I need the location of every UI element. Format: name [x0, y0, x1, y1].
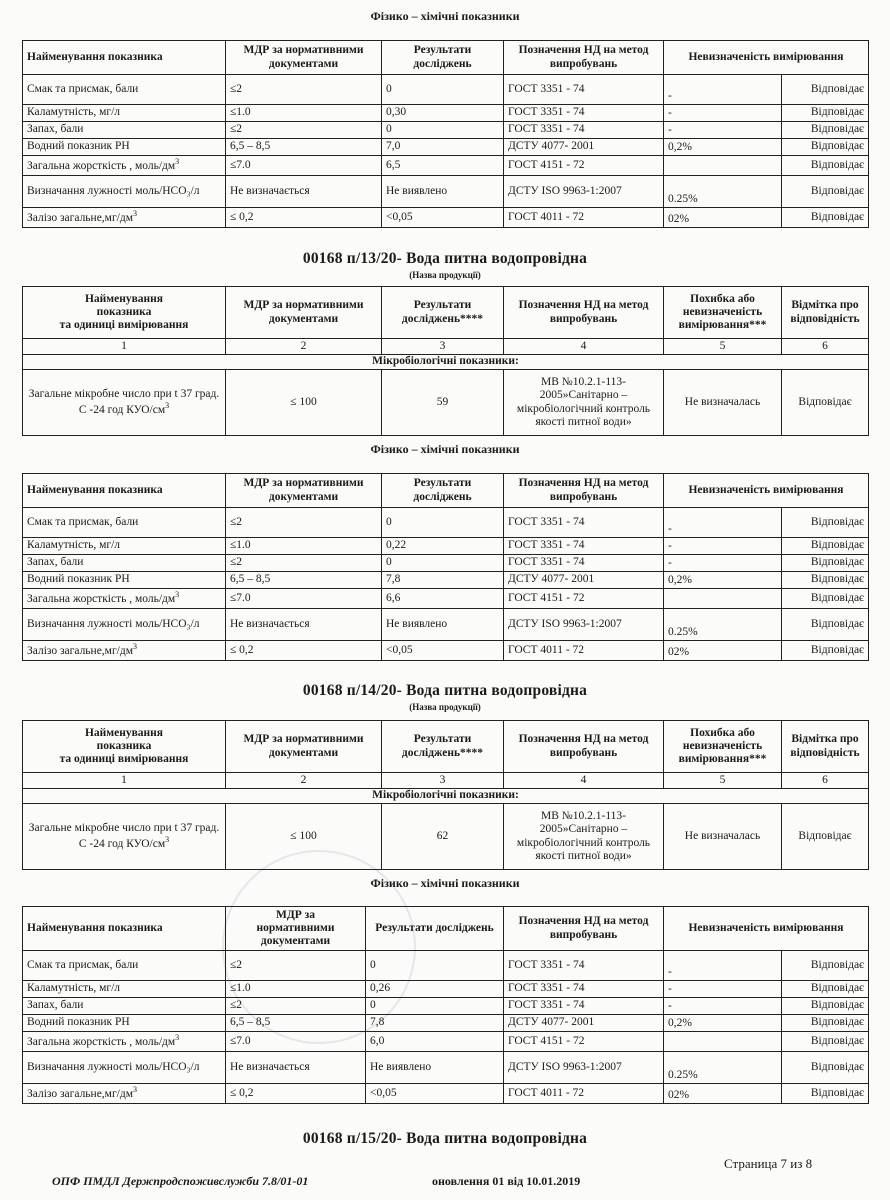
th-mark: Відмітка про відповідність — [782, 287, 869, 339]
cell-nd: ГОСТ 4011 - 72 — [504, 1084, 664, 1104]
page-number: Страница 7 из 8 — [724, 1156, 813, 1171]
cell-conformity: Відповідає — [782, 1015, 869, 1032]
cell-conformity: Відповідає — [782, 951, 869, 981]
cell-conformity: Відповідає — [782, 139, 869, 156]
cell-nd: ГОСТ 4151 - 72 — [504, 156, 664, 176]
cell-uncertainty: 0,2% — [664, 139, 782, 156]
th-results: Результати досліджень — [382, 474, 504, 508]
cell-result: 7,8 — [382, 572, 504, 589]
cell-mdr: 6,5 – 8,5 — [226, 572, 382, 589]
footer-revision: оновлення 01 від 10.01.2019 — [432, 1174, 581, 1188]
cell-result: 0,26 — [366, 981, 504, 998]
col-number: 5 — [664, 339, 782, 355]
cell-result: <0,05 — [382, 208, 504, 228]
cell-name: Визначання лужності моль/НСО₃/л — [23, 176, 226, 208]
cell-uncertainty: 0.25% — [664, 609, 782, 641]
cell-name: Загальна жорсткість , моль/$дм^3$ — [23, 1032, 226, 1052]
micro-mark: Відповідає — [782, 804, 869, 870]
cell-result: Не виявлено — [382, 176, 504, 208]
cell-nd: ДСТУ 4077- 2001 — [504, 572, 664, 589]
table-row — [23, 176, 869, 208]
micro-error: Не визначалась — [664, 804, 782, 870]
cell-uncertainty: - — [664, 555, 782, 572]
table-row — [23, 538, 869, 555]
table-row — [23, 156, 869, 176]
cell-name: Каламутність, мг/л — [23, 538, 226, 555]
table-row — [23, 589, 869, 609]
unit-superscript: 3 — [175, 157, 180, 167]
cell-result: 6,6 — [382, 589, 504, 609]
cell-nd: ГОСТ 3351 - 74 — [504, 951, 664, 981]
col-number: 3 — [382, 773, 504, 789]
cell-mdr: Не визначається — [226, 1052, 366, 1084]
th-mdr: МДР за нормативними документами — [226, 474, 382, 508]
table-row — [23, 75, 869, 105]
cell-mdr: ≤ 0,2 — [226, 641, 382, 661]
cell-nd: ГОСТ 4011 - 72 — [504, 641, 664, 661]
col-number: 4 — [504, 339, 664, 355]
cell-nd: ГОСТ 3351 - 74 — [504, 105, 664, 122]
cell-nd: ГОСТ 3351 - 74 — [504, 555, 664, 572]
cell-uncertainty — [664, 1032, 782, 1052]
cell-nd: ГОСТ 3351 - 74 — [504, 75, 664, 105]
table-row — [23, 641, 869, 661]
cell-result: 0,30 — [382, 105, 504, 122]
cell-uncertainty: 02% — [664, 208, 782, 228]
th-name: Найменування показника та одиниці вимірювання — [23, 287, 226, 339]
micro-section-label: Мікробіологічні показники: — [23, 355, 869, 370]
th-name: Найменування показника та одиниці вимірювання — [23, 721, 226, 773]
cell-uncertainty: 02% — [664, 641, 782, 661]
th-error: Похибка або невизначеність вимірювання*** — [664, 721, 782, 773]
col-number: 6 — [782, 339, 869, 355]
cell-uncertainty: - — [664, 538, 782, 555]
cell-nd: ГОСТ 4151 - 72 — [504, 1032, 664, 1052]
cell-mdr: ≤2 — [226, 122, 382, 139]
cell-mdr: ≤7.0 — [226, 156, 382, 176]
th-nd: Позначення НД на метод випробувань — [504, 474, 664, 508]
cell-mdr: ≤1.0 — [226, 981, 366, 998]
cell-nd: ГОСТ 4011 - 72 — [504, 208, 664, 228]
cell-name: Залізо $загальне,мг/дм^3$ — [23, 1084, 226, 1104]
micro-section-label: Мікробіологічні показники: — [23, 789, 869, 804]
micro-table-13 — [22, 286, 869, 436]
cell-conformity: Відповідає — [782, 555, 869, 572]
cell-uncertainty — [664, 156, 782, 176]
table-row — [23, 139, 869, 156]
cell-conformity: Відповідає — [782, 122, 869, 139]
section-title-phys-3: Фізико – хімічні показники — [370, 876, 520, 890]
th-mdr: МДР за нормативними документами — [226, 287, 382, 339]
cell-name: Смак та присмак, бали — [23, 75, 226, 105]
cell-mdr: 6,5 – 8,5 — [226, 1015, 366, 1032]
col-number: 6 — [782, 773, 869, 789]
cell-name: Залізо $загальне,мг/дм^3$ — [23, 208, 226, 228]
col-number: 3 — [382, 339, 504, 355]
cell-conformity: Відповідає — [782, 1084, 869, 1104]
th-nd: Позначення НД на метод випробувань — [504, 721, 664, 773]
th-uncertainty: Невизначеність вимірювання — [664, 41, 869, 75]
section-title-phys-2: Фізико – хімічні показники — [370, 442, 520, 456]
cell-nd: ДСТУ ISO 9963-1:2007 — [504, 609, 664, 641]
cell-mdr: ≤7.0 — [226, 589, 382, 609]
product-title-14: 00168 п/14/20- Вода питна водопровідна — [302, 682, 588, 699]
cell-nd: ГОСТ 3351 - 74 — [504, 122, 664, 139]
th-mdr: МДР за нормативними документами — [226, 721, 382, 773]
cell-conformity: Відповідає — [782, 1052, 869, 1084]
cell-mdr: ≤2 — [226, 75, 382, 105]
cell-uncertainty: 0.25% — [664, 1052, 782, 1084]
cell-result: <0,05 — [366, 1084, 504, 1104]
th-uncertainty: Невизначеність вимірювання — [664, 907, 869, 951]
table-row — [23, 572, 869, 589]
cell-name: Смак та присмак, бали — [23, 951, 226, 981]
cell-conformity: Відповідає — [782, 208, 869, 228]
th-uncertainty: Невизначеність вимірювання — [664, 474, 869, 508]
cell-nd: ГОСТ 3351 - 74 — [504, 998, 664, 1015]
table-row — [23, 122, 869, 139]
cell-result: 6,5 — [382, 156, 504, 176]
cell-mdr: ≤1.0 — [226, 105, 382, 122]
cell-mdr: 6,5 – 8,5 — [226, 139, 382, 156]
cell-result: 0,22 — [382, 538, 504, 555]
cell-name: Визначання лужності моль/НСО₃/л — [23, 609, 226, 641]
th-nd: Позначення НД на метод випробувань — [504, 41, 664, 75]
th-mdr: МДР за нормативними документами — [226, 907, 366, 951]
cell-name: Залізо $загальне,мг/дм^3$ — [23, 641, 226, 661]
th-results: Результати досліджень — [382, 41, 504, 75]
cell-uncertainty: 0,2% — [664, 572, 782, 589]
unit-superscript: 3 — [175, 590, 180, 600]
cell-conformity: Відповідає — [782, 641, 869, 661]
cell-mdr: ≤ 0,2 — [226, 1084, 366, 1104]
cell-result: 0 — [366, 951, 504, 981]
table-row — [23, 555, 869, 572]
unit-superscript: 3 — [133, 1085, 138, 1095]
cell-name: Каламутність, мг/л — [23, 105, 226, 122]
micro-name: Загальне мікробне число при t 37 град. С -24 год КУО/$см^3$ — [23, 370, 226, 436]
cell-mdr: ≤2 — [226, 555, 382, 572]
cell-result: 0 — [382, 122, 504, 139]
cell-conformity: Відповідає — [782, 609, 869, 641]
cell-mdr: ≤1.0 — [226, 538, 382, 555]
cell-result: 7,0 — [382, 139, 504, 156]
cell-nd: ГОСТ 3351 - 74 — [504, 538, 664, 555]
col-number: 5 — [664, 773, 782, 789]
cell-uncertainty: - — [664, 508, 782, 538]
unit-superscript: 3 — [133, 209, 138, 219]
cell-name: Водний показник PH — [23, 1015, 226, 1032]
table-row — [23, 105, 869, 122]
section-title-phys-1: Фізико – хімічні показники — [370, 9, 520, 23]
table-row — [23, 1052, 869, 1084]
phys-table-2 — [22, 473, 869, 661]
phys-table-3 — [22, 906, 869, 1104]
th-results: Результати досліджень**** — [382, 721, 504, 773]
th-error: Похибка або невизначеність вимірювання*** — [664, 287, 782, 339]
cell-name: Загальна жорсткість , моль/$дм^3$ — [23, 156, 226, 176]
table-row — [23, 1015, 869, 1032]
cell-result: 0 — [366, 998, 504, 1015]
cell-name: Водний показник PH — [23, 139, 226, 156]
cell-name: Каламутність, мг/л — [23, 981, 226, 998]
cell-uncertainty: 0.25% — [664, 176, 782, 208]
micro-error: Не визначалась — [664, 370, 782, 436]
table-row — [23, 508, 869, 538]
table-row — [23, 951, 869, 981]
micro-mdr: ≤ 100 — [226, 804, 382, 870]
cell-uncertainty: - — [664, 122, 782, 139]
micro-mdr: ≤ 100 — [226, 370, 382, 436]
cell-result: 0 — [382, 508, 504, 538]
th-name: Найменування показника — [23, 474, 226, 508]
cell-result: 7,8 — [366, 1015, 504, 1032]
table-row — [23, 1032, 869, 1052]
th-mark: Відмітка про відповідність — [782, 721, 869, 773]
cell-uncertainty: 0,2% — [664, 1015, 782, 1032]
cell-result: <0,05 — [382, 641, 504, 661]
cell-uncertainty — [664, 589, 782, 609]
micro-result: 62 — [382, 804, 504, 870]
product-title-13: 00168 п/13/20- Вода питна водопровідна — [302, 250, 588, 267]
col-number: 2 — [226, 339, 382, 355]
product-title-15: 00168 п/15/20- Вода питна водопровідна — [302, 1130, 588, 1147]
cell-conformity: Відповідає — [782, 176, 869, 208]
cell-nd: ДСТУ ISO 9963-1:2007 — [504, 176, 664, 208]
cell-conformity: Відповідає — [782, 75, 869, 105]
cell-mdr: ≤2 — [226, 998, 366, 1015]
cell-conformity: Відповідає — [782, 1032, 869, 1052]
col-number: 4 — [504, 773, 664, 789]
cell-conformity: Відповідає — [782, 508, 869, 538]
cell-mdr: ≤7.0 — [226, 1032, 366, 1052]
unit-superscript: 3 — [133, 642, 138, 652]
cell-result: 0 — [382, 75, 504, 105]
cell-nd: ГОСТ 4151 - 72 — [504, 589, 664, 609]
th-name: Найменування показника — [23, 907, 226, 951]
product-subtitle-14: (Назва продукції) — [409, 702, 481, 712]
cell-conformity: Відповідає — [782, 105, 869, 122]
micro-result: 59 — [382, 370, 504, 436]
cell-nd: ГОСТ 3351 - 74 — [504, 981, 664, 998]
cell-name: Визначання лужності моль/НСО₃/л — [23, 1052, 226, 1084]
micro-nd: МВ №10.2.1-113-2005»Санітарно – мікробіологічний контроль якості питної води» — [504, 804, 664, 870]
table-row — [23, 1084, 869, 1104]
cell-conformity: Відповідає — [782, 538, 869, 555]
cell-name: Смак та присмак, бали — [23, 508, 226, 538]
cell-nd: ДСТУ 4077- 2001 — [504, 139, 664, 156]
th-mdr: МДР за нормативними документами — [226, 41, 382, 75]
micro-name: Загальне мікробне число при t 37 град. С -24 год КУО/$см^3$ — [23, 804, 226, 870]
cell-conformity: Відповідає — [782, 156, 869, 176]
product-subtitle-13: (Назва продукції) — [409, 270, 481, 280]
table-row — [23, 609, 869, 641]
col-number: 2 — [226, 773, 382, 789]
table-row — [23, 208, 869, 228]
table-row — [23, 998, 869, 1015]
cell-uncertainty: - — [664, 981, 782, 998]
phys-table-1 — [22, 40, 869, 228]
table-row — [23, 981, 869, 998]
col-number: 1 — [23, 773, 226, 789]
cell-name: Запах, бали — [23, 998, 226, 1015]
cell-name: Запах, бали — [23, 122, 226, 139]
micro-table-14 — [22, 720, 869, 870]
cell-mdr: ≤2 — [226, 508, 382, 538]
th-nd: Позначення НД на метод випробувань — [504, 907, 664, 951]
cell-uncertainty: - — [664, 105, 782, 122]
cell-conformity: Відповідає — [782, 998, 869, 1015]
th-results: Результати досліджень — [366, 907, 504, 951]
cell-result: 6,0 — [366, 1032, 504, 1052]
cell-nd: ДСТУ 4077- 2001 — [504, 1015, 664, 1032]
cell-uncertainty: 02% — [664, 1084, 782, 1104]
cell-conformity: Відповідає — [782, 981, 869, 998]
th-name: Найменування показника — [23, 41, 226, 75]
cell-conformity: Відповідає — [782, 589, 869, 609]
col-number: 1 — [23, 339, 226, 355]
th-results: Результати досліджень**** — [382, 287, 504, 339]
footer-org-code: ОПФ ПМДЛ Держпродспоживслужби 7.8/01-01 — [52, 1174, 309, 1188]
cell-result: Не виявлено — [382, 609, 504, 641]
cell-result: Не виявлено — [366, 1052, 504, 1084]
cell-nd: ДСТУ ISO 9963-1:2007 — [504, 1052, 664, 1084]
cell-name: Запах, бали — [23, 555, 226, 572]
micro-mark: Відповідає — [782, 370, 869, 436]
cell-nd: ГОСТ 3351 - 74 — [504, 508, 664, 538]
cell-name: Водний показник PH — [23, 572, 226, 589]
cell-name: Загальна жорсткість , моль/$дм^3$ — [23, 589, 226, 609]
cell-result: 0 — [382, 555, 504, 572]
cell-mdr: Не визначається — [226, 176, 382, 208]
cell-mdr: ≤2 — [226, 951, 366, 981]
micro-nd: МВ №10.2.1-113-2005»Санітарно – мікробіологічний контроль якості питної води» — [504, 370, 664, 436]
unit-superscript: 3 — [175, 1033, 180, 1043]
cell-mdr: Не визначається — [226, 609, 382, 641]
cell-mdr: ≤ 0,2 — [226, 208, 382, 228]
cell-uncertainty: - — [664, 75, 782, 105]
th-nd: Позначення НД на метод випробувань — [504, 287, 664, 339]
cell-conformity: Відповідає — [782, 572, 869, 589]
cell-uncertainty: - — [664, 951, 782, 981]
cell-uncertainty: - — [664, 998, 782, 1015]
